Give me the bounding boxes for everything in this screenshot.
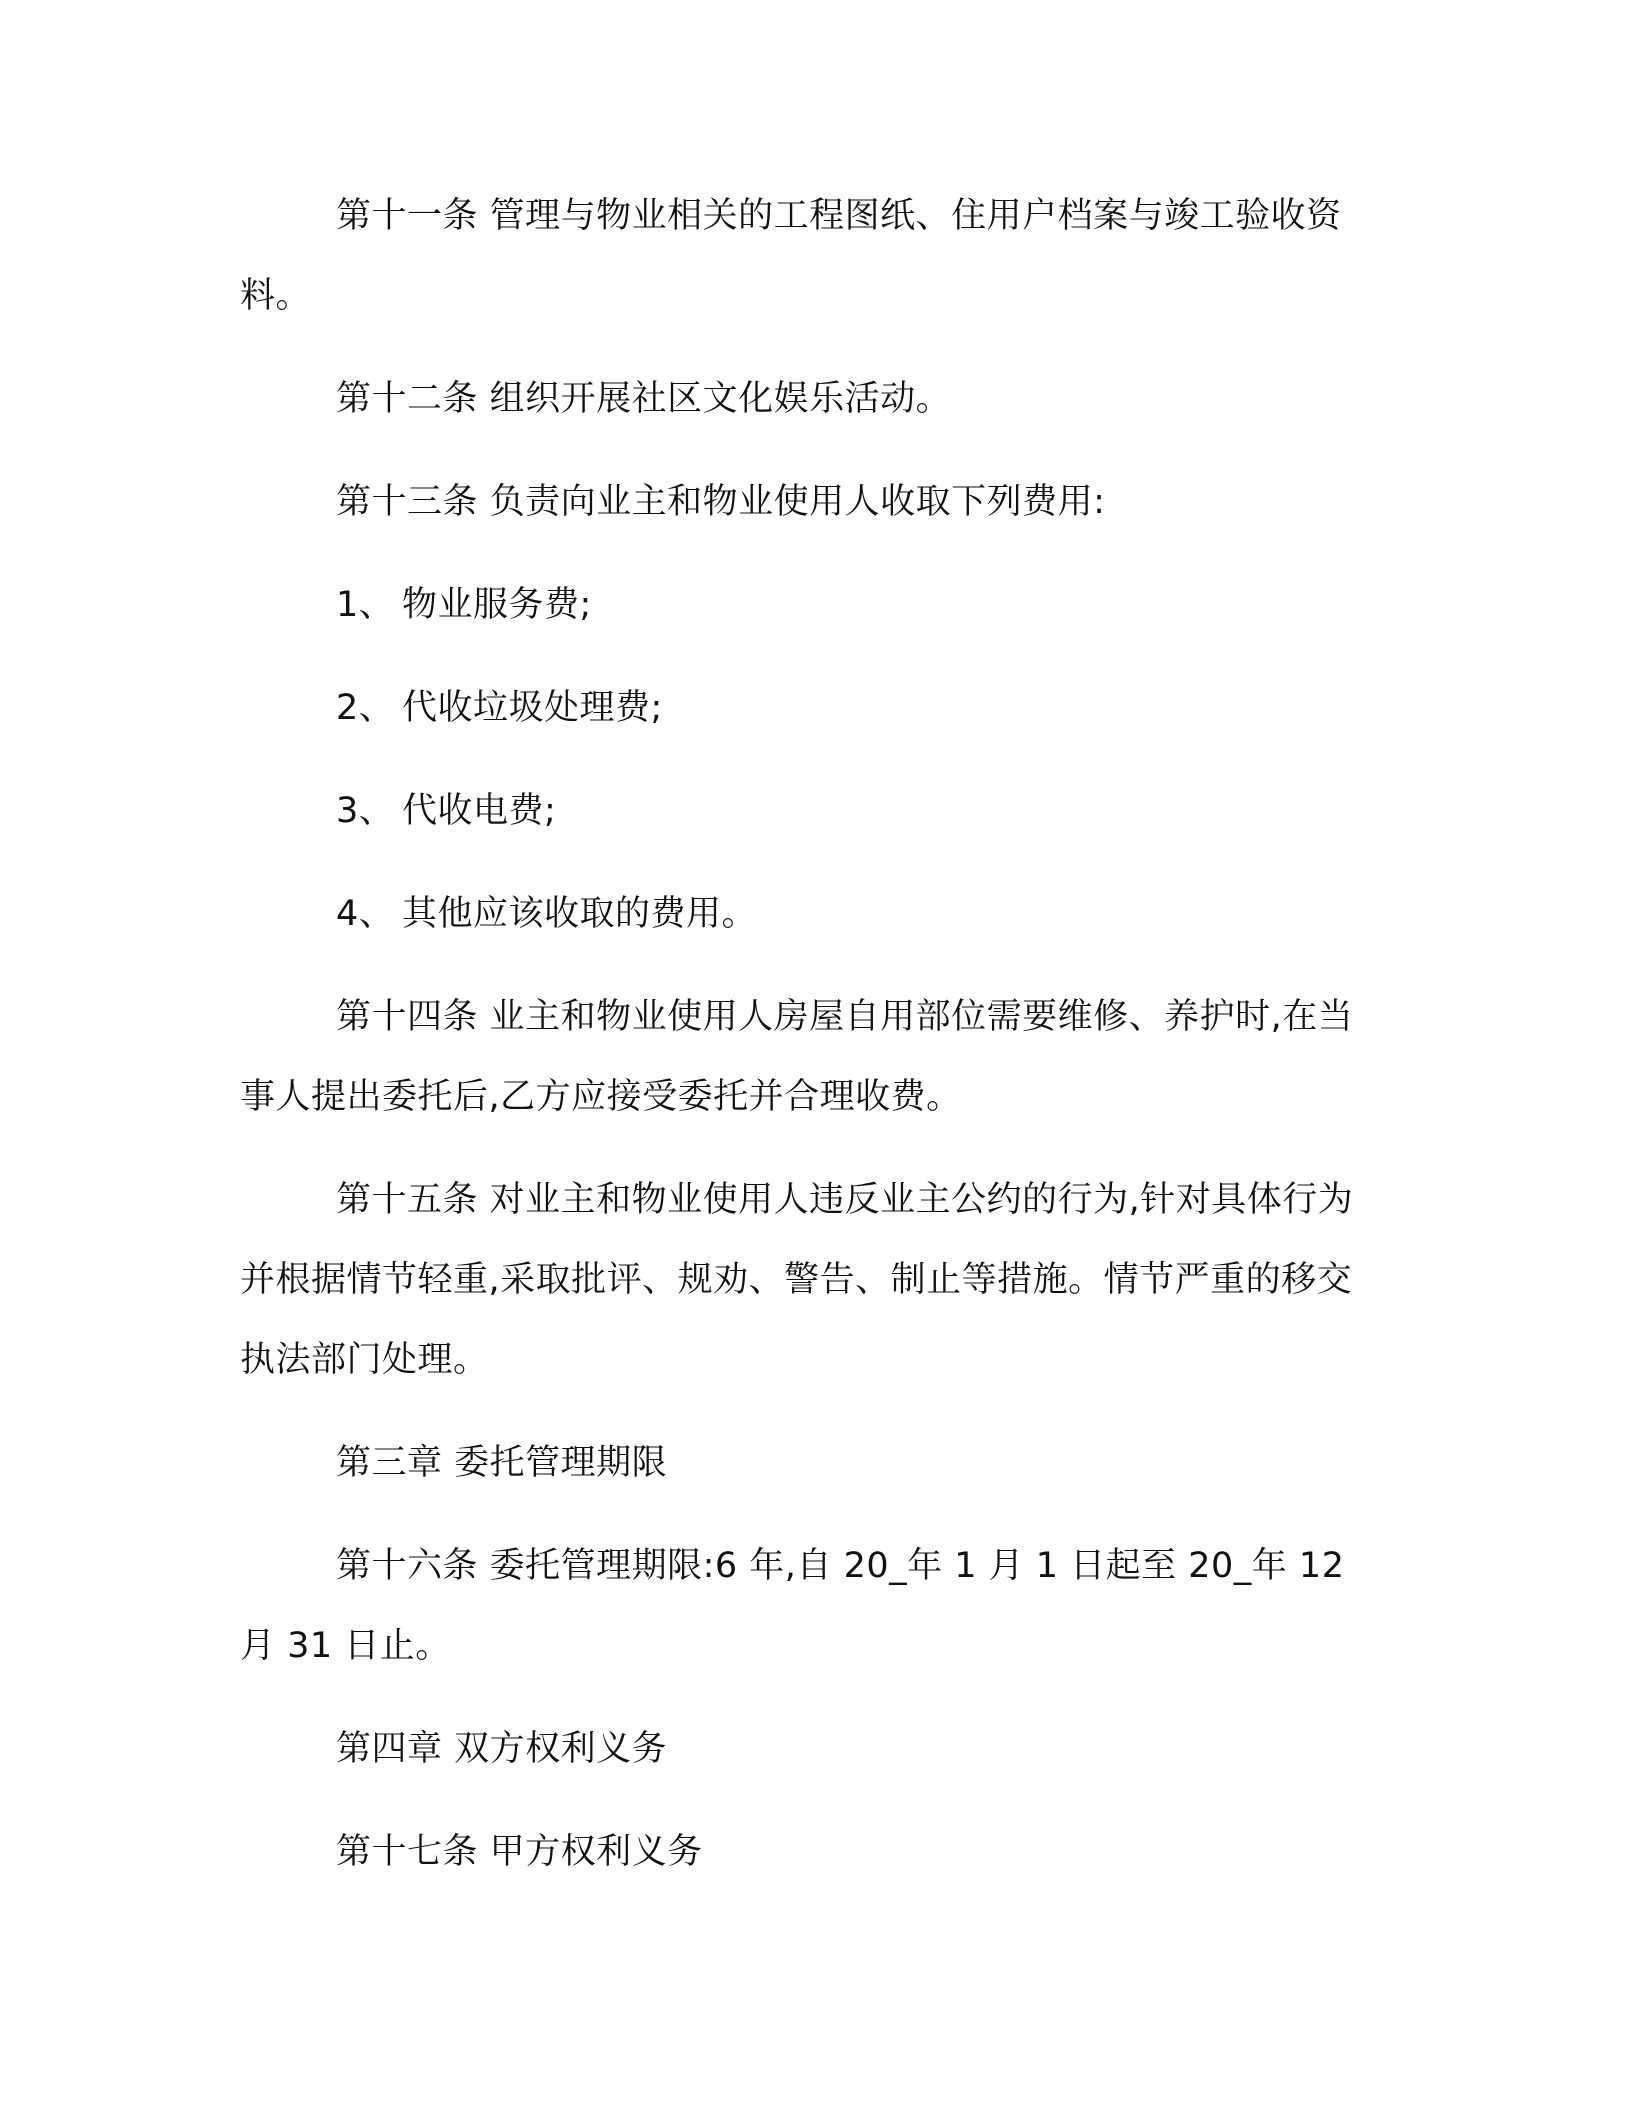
fee-list-text: 代收电费; <box>402 791 557 831</box>
fee-list-number: 3、 <box>336 791 395 831</box>
chapter-4-heading: 第四章 双方权利义务 <box>336 1729 668 1769</box>
fee-list-item <box>240 668 1386 748</box>
article-13: 第十三条 负责向业主和物业使用人收取下列费用: <box>336 482 1106 522</box>
fee-list-number: 2、 <box>336 688 395 728</box>
fee-list-item <box>240 565 1386 645</box>
article-12: 第十二条 组织开展社区文化娱乐活动。 <box>336 379 952 419</box>
fee-list-item <box>240 771 1386 851</box>
fee-list-text: 代收垃圾处理费; <box>402 688 663 728</box>
chapter-3-heading: 第三章 委托管理期限 <box>336 1443 668 1483</box>
fee-list-number: 4、 <box>336 894 395 934</box>
article-14: 第十四条 业主和物业使用人房屋自用部位需要维修、养护时,在当事人提出委托后,乙方应接受委托并合理收费。 <box>240 997 1354 1117</box>
document-body <box>240 176 1386 1915</box>
article-15: 第十五条 对业主和物业使用人违反业主公约的行为,针对具体行为并根据情节轻重,采取批评、规劝、警告、制止等措施。情节严重的移交执法部门处理。 <box>240 1180 1354 1380</box>
fee-list-number: 1、 <box>336 585 395 625</box>
fee-list-text: 物业服务费; <box>402 585 592 625</box>
article-11: 第十一条 管理与物业相关的工程图纸、住用户档案与竣工验收资料。 <box>240 196 1342 316</box>
article-16: 第十六条 委托管理期限:6 年,自 20_年 1 月 1 日起至 20_年 12 月 31 日止。 <box>240 1546 1345 1666</box>
fee-list-text: 其他应该收取的费用。 <box>402 894 758 934</box>
fee-list-item <box>240 874 1386 954</box>
article-17: 第十七条 甲方权利义务 <box>336 1832 703 1872</box>
